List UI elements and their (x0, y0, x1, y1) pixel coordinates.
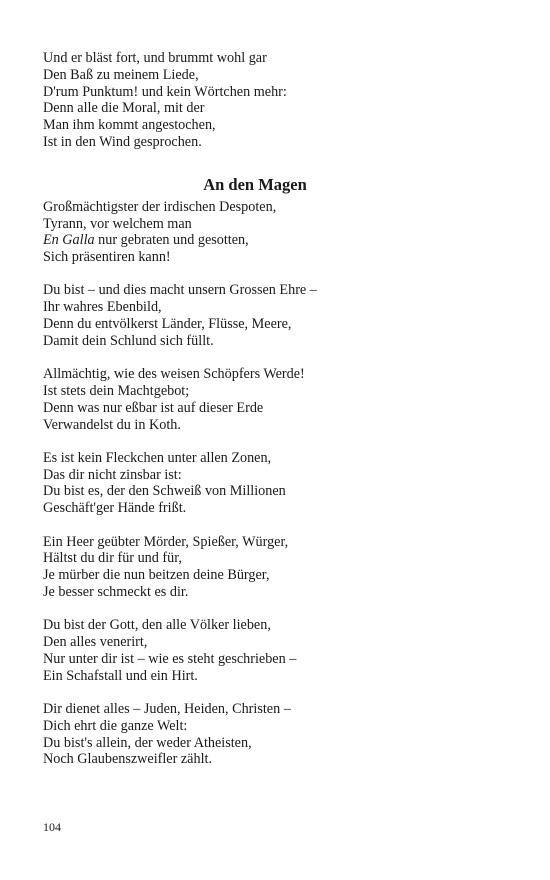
verse-line: Denn du entvölkerst Länder, Flüsse, Meere, (43, 316, 292, 333)
page-number: 104 (43, 820, 61, 834)
verse-line: Damit dein Schlund sich füllt. (43, 332, 214, 349)
verse-line: Das dir nicht zinsbar ist: (43, 466, 182, 483)
verse-line: Ist stets dein Machtgebot; (43, 382, 190, 399)
verse-line: Du bist – und dies macht unsern Grossen Ehre – (43, 282, 317, 299)
verse-line: Großmächtigster der irdischen Despoten, (43, 198, 277, 215)
italic-phrase: En Galla (43, 232, 95, 249)
verse-line: Dich ehrt die ganze Welt: (43, 717, 188, 734)
verse-line: Tyrann, vor welchem man (43, 215, 192, 232)
poem-stanza (43, 617, 513, 684)
verse-line: Sich präsentiren kann! (43, 249, 171, 266)
verse-line: Allmächtig, wie des weisen Schöpfers Werde! (43, 366, 305, 383)
verse-line: D'rum Punktum! und kein Wörtchen mehr: (43, 83, 287, 100)
poem-stanza (43, 701, 513, 768)
verse-line: Geschäft'ger Hände frißt. (43, 500, 187, 517)
verse-line: Nur unter dir ist – wie es steht geschrieben – (43, 650, 297, 667)
page-body (43, 50, 513, 768)
verse-line: Dir dienet alles – Juden, Heiden, Christen – (43, 700, 291, 717)
verse-line: Ein Heer geübter Mörder, Spießer, Würger, (43, 533, 289, 550)
poem-stanza (43, 366, 513, 433)
verse-line: Ein Schafstall und ein Hirt. (43, 667, 198, 684)
verse-line: Und er bläst fort, und brummt wohl gar (43, 50, 267, 66)
opening-stanza (43, 50, 513, 151)
verse-line-rest: nur gebraten und gesotten, (94, 232, 249, 249)
verse-line: Je mürber die nun beitzen deine Bürger, (43, 567, 270, 584)
verse-line: Du bist's allein, der weder Atheisten, (43, 734, 252, 751)
poem-title: An den Magen (203, 174, 307, 194)
verse-line: Man ihm kommt angestochen, (43, 117, 216, 134)
poem-stanza (43, 199, 513, 266)
verse-line: Je besser schmeckt es dir. (43, 583, 189, 600)
verse-line: Ist in den Wind gesprochen. (43, 133, 202, 150)
poem-stanza (43, 282, 513, 349)
verse-line: Noch Glaubenszweifler zählt. (43, 751, 212, 768)
verse-line: Hältst du dir für und für, (43, 550, 182, 567)
verse-line: Du bist der Gott, den alle Völker lieben, (43, 617, 271, 634)
poem-stanza (43, 534, 513, 601)
verse-line: Verwandelst du in Koth. (43, 416, 181, 433)
verse-line (43, 232, 513, 249)
verse-line: Es ist kein Fleckchen unter allen Zonen, (43, 449, 272, 466)
poem-stanza (43, 450, 513, 517)
verse-line: Den alles venerirt, (43, 634, 148, 651)
verse-line: Denn alle die Moral, mit der (43, 100, 205, 117)
verse-line: Den Baß zu meinem Liede, (43, 66, 199, 83)
verse-line: Denn was nur eßbar ist auf dieser Erde (43, 399, 264, 416)
verse-line: Ihr wahres Ebenbild, (43, 299, 162, 316)
verse-line: Du bist es, der den Schweiß von Millionen (43, 483, 286, 500)
